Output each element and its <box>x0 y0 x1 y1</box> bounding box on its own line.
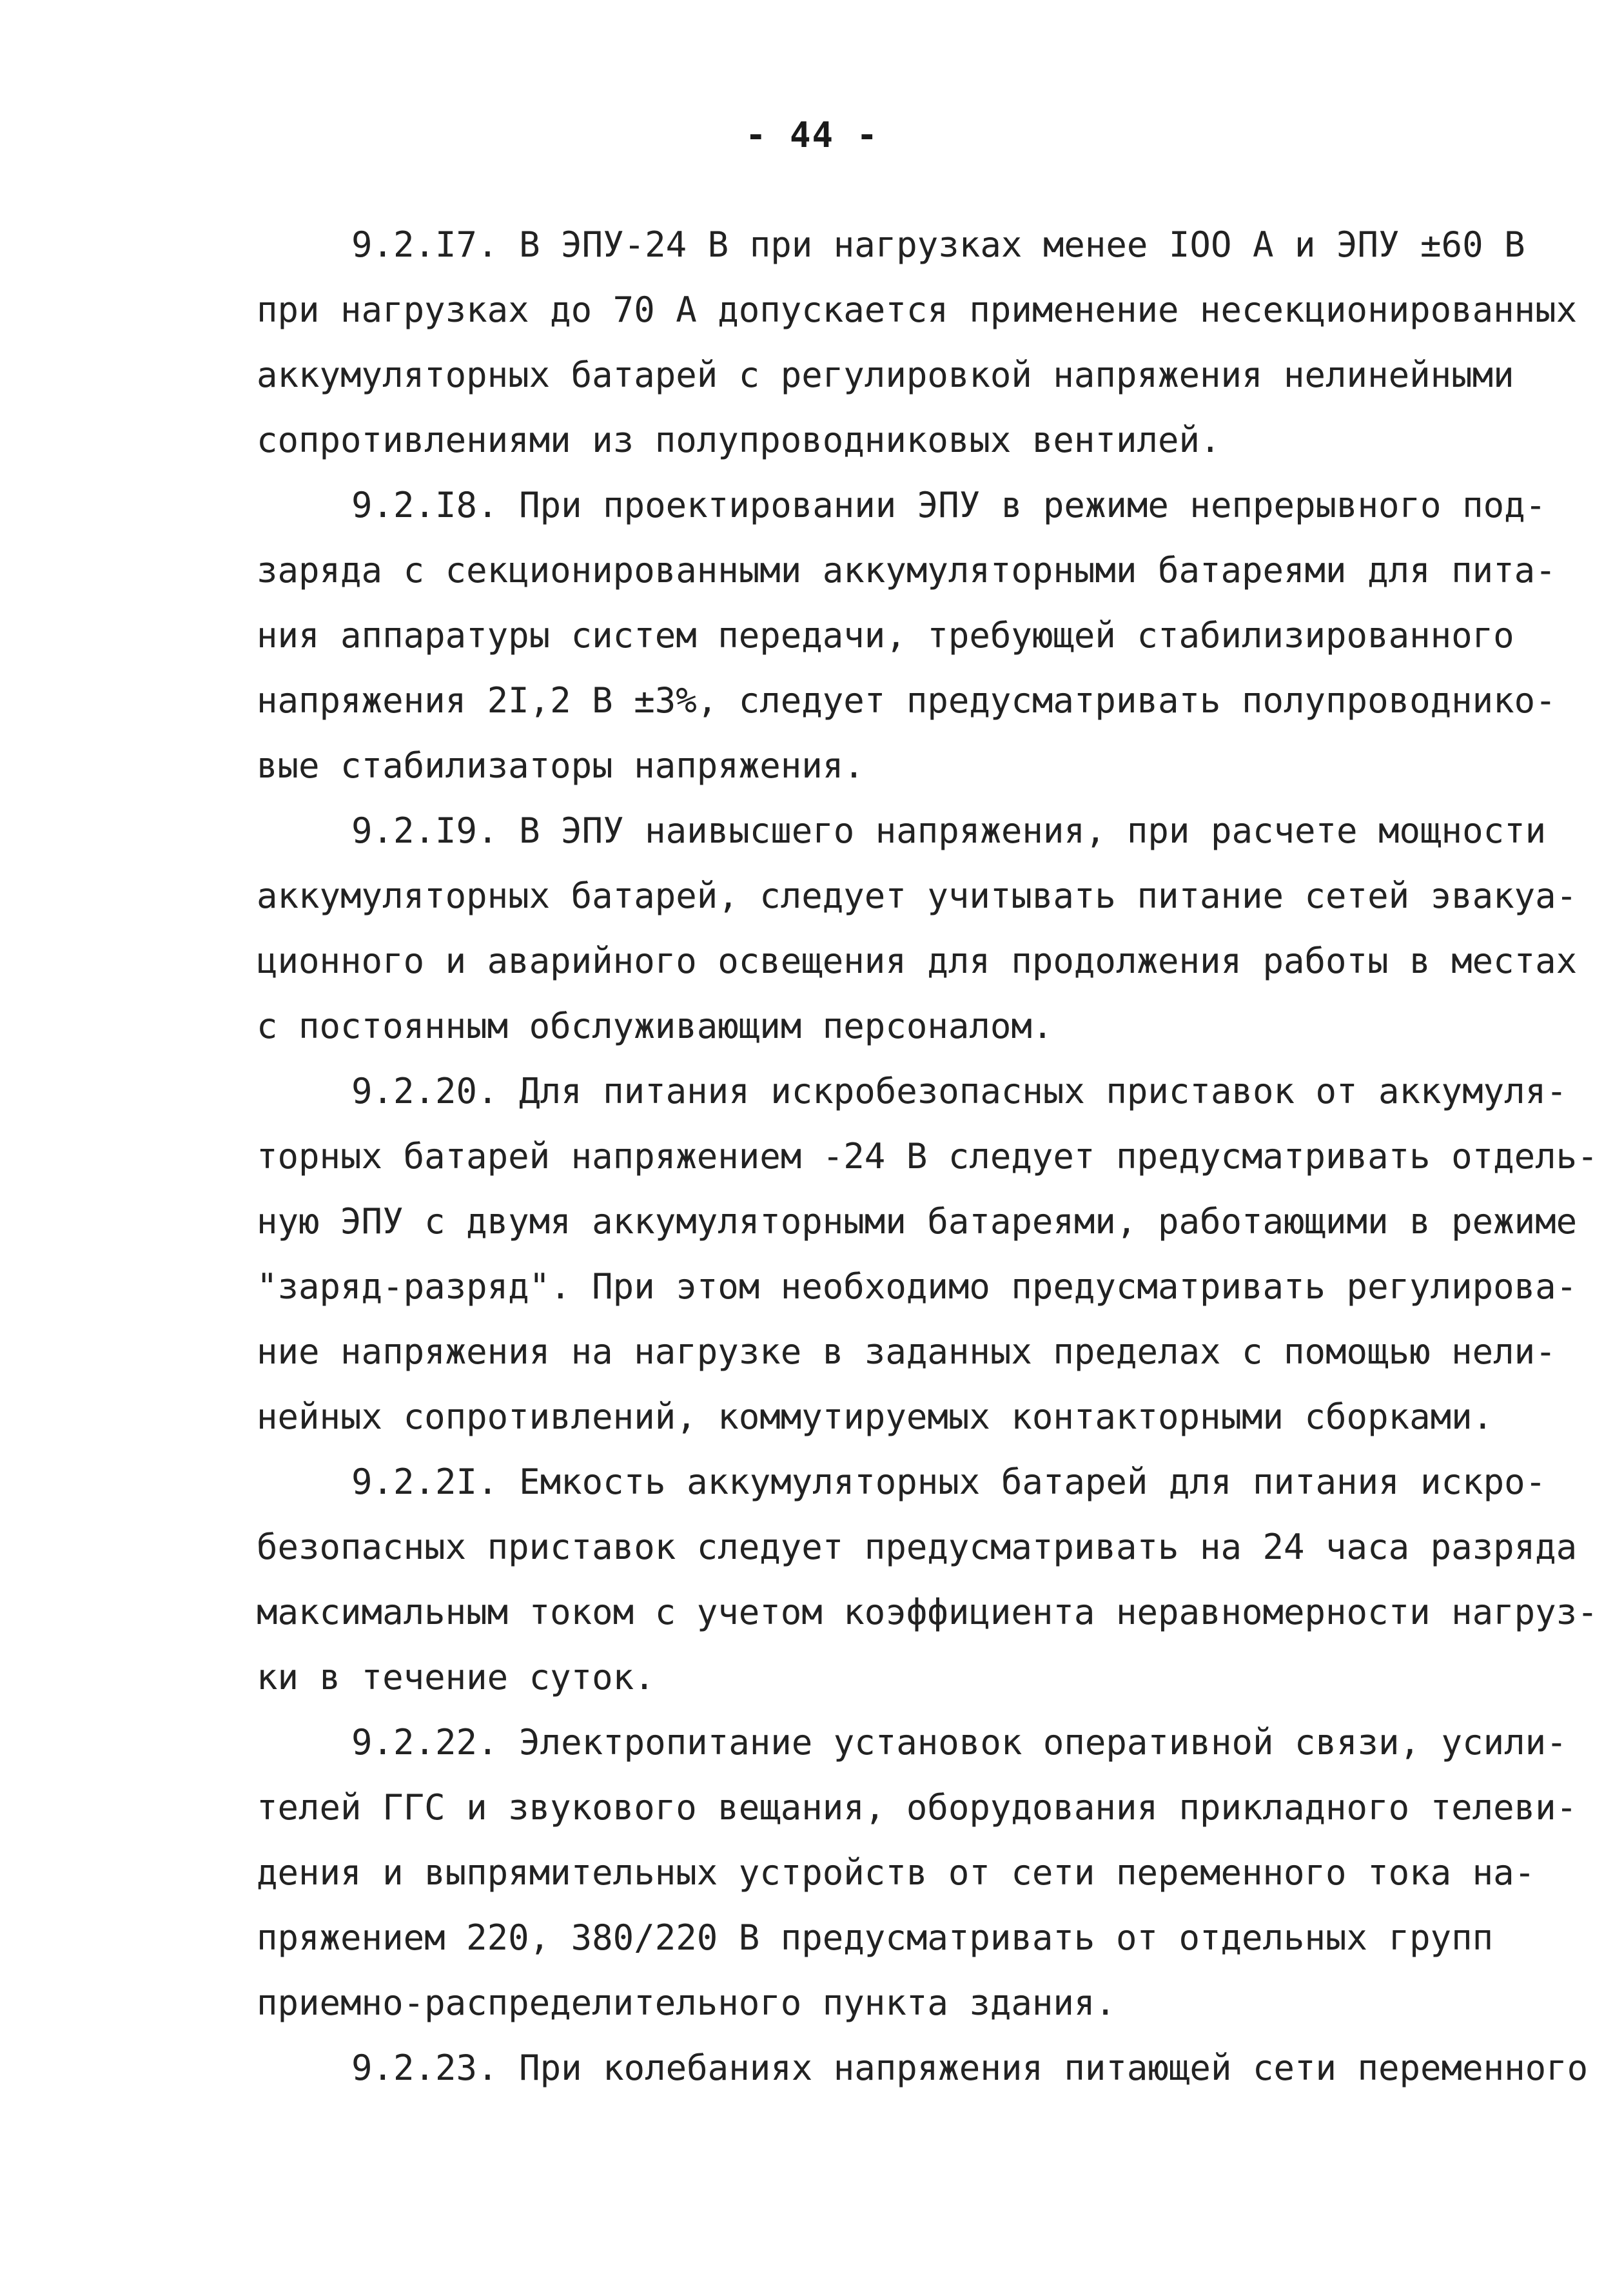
text-line: сопротивлениями из полупроводниковых вентилей. <box>257 420 1221 460</box>
text-line: приемно-распределительного пункта здания. <box>257 1982 1116 2023</box>
text-line: ние напряжения на нагрузке в заданных пределах с помощью нели- <box>257 1331 1556 1372</box>
text-line: максимальным током с учетом коэффициента неравномерности нагруз- <box>257 1592 1598 1632</box>
text-line: 9.2.23. При колебаниях напряжения питающей сети переменного <box>351 2048 1589 2088</box>
text-line: ки в течение суток. <box>257 1657 655 1697</box>
text-line: аккумуляторных батарей, следует учитывать питание сетей эвакуа- <box>257 875 1578 916</box>
text-line: ционного и аварийного освещения для продолжения работы в местах <box>257 941 1578 981</box>
text-line: "заряд-разряд". При этом необходимо предусматривать регулирова- <box>257 1266 1578 1307</box>
text-line: ную ЭПУ с двумя аккумуляторными батареями, работающими в режиме <box>257 1201 1578 1242</box>
text-line: ния аппаратуры систем передачи, требующей стабилизированного <box>257 615 1514 656</box>
text-line: при нагрузках до 70 А допускается применение несекционированных <box>257 289 1578 330</box>
text-line: торных батарей напряжением -24 В следует предусматривать отдель- <box>257 1136 1598 1177</box>
text-line: 9.2.I8. При проектировании ЭПУ в режиме непрерывного под- <box>351 485 1547 525</box>
page-number: - 44 - <box>745 115 879 155</box>
text-line: 9.2.22. Электропитание установок оперативной связи, усили- <box>351 1722 1567 1763</box>
text-line: 9.2.I7. В ЭПУ-24 В при нагрузках менее IOO A и ЭПУ ±60 В <box>351 224 1525 265</box>
text-line: нейных сопротивлений, коммутируемых контакторными сборками. <box>257 1396 1494 1437</box>
text-line: заряда с секционированными аккумуляторными батареями для пита- <box>257 550 1556 591</box>
text-line: с постоянным обслуживающим персоналом. <box>257 1006 1053 1046</box>
text-line: пряжением 220, 380/220 В предусматривать от отдельных групп <box>257 1917 1494 1958</box>
text-line: вые стабилизаторы напряжения. <box>257 745 865 786</box>
text-line: аккумуляторных батарей с регулировкой напряжения нелинейными <box>257 355 1514 395</box>
text-line: дения и выпрямительных устройств от сети переменного тока на- <box>257 1852 1536 1893</box>
text-line: напряжения 2I,2 В ±3%, следует предусматривать полупроводнико- <box>257 680 1556 721</box>
text-line: безопасных приставок следует предусматривать на 24 часа разряда <box>257 1527 1578 1567</box>
text-line: 9.2.I9. В ЭПУ наивысшего напряжения, при расчете мощности <box>351 810 1547 851</box>
text-line: 9.2.20. Для питания искробезопасных приставок от аккумуля- <box>351 1071 1567 1111</box>
text-line: 9.2.2I. Емкость аккумуляторных батарей для питания искро- <box>351 1462 1547 1502</box>
text-line: телей ГГС и звукового вещания, оборудования прикладного телеви- <box>257 1787 1578 1828</box>
